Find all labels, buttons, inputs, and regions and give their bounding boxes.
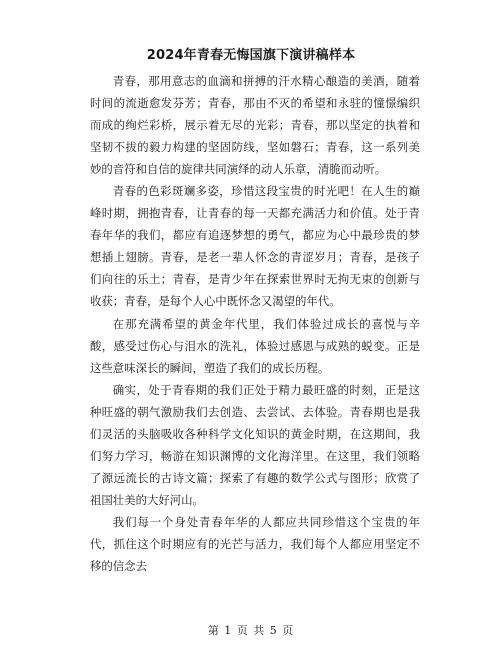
paragraph: 在那充满希望的黄金年代里，我们体验过成长的喜悦与辛酸，感受过伤心与泪水的洗礼，体验过感恩与成熟的蜕变。正是这些意味深长的瞬间，塑造了我们的成长历程。 <box>90 316 420 375</box>
document-title: 2024年青春无悔国旗下演讲稿样本 <box>146 48 356 63</box>
page-number-footer: 第 1 页 共 5 页 <box>207 624 295 637</box>
paragraph: 我们每一个身处青春年华的人都应共同珍惜这个宝贵的年代，抓住这个时期应有的光芒与活力，我们每个人都应用坚定不移的信念去 <box>90 514 420 574</box>
paragraph: 青春，那用意志的血滴和拼搏的汗水精心酿造的美酒，随着时间的流逝愈发芬芳；青春，那由不灭的希望和永驻的憧憬编织而成的绚烂彩桥，展示着无尽的光彩；青春，那以坚定的执着和坚韧不拔的毅力构建的坚固防线，坚如磐石；青春，这一系列美妙的音符和自信的旋律共同演绎的动人乐章，清脆而动听。 <box>90 74 420 177</box>
paragraph: 确实，处于青春期的我们正处于精力最旺盛的时刻，正是这种旺盛的朝气激励我们去创造、去尝试、去体验。青春期也是我们灵活的头脑吸收各种科学文化知识的黄金时期，在这期间，我们努力学习，畅游在知识渊博的文化海洋里。在这里，我们领略了源远流长的古诗文篇；探索了有趣的数学公式与图形；欣赏了祖国壮美的大好河山。 <box>90 382 420 507</box>
paragraph: 青春的色彩斑斓多姿，珍惜这段宝贵的时光吧！在人生的巅峰时期，拥抱青春，让青春的每一天都充满活力和价值。处于青春年华的我们，都应有追逐梦想的勇气，都应为心中最珍贵的梦想插上翅膀。青春，是老一辈人怀念的青涩岁月；青春，是孩子们向往的乐土；青春，是青少年在探索世界时无拘无束的创新与收获；青春，是每个人心中既怀念又渴望的年代。 <box>90 184 420 309</box>
document-body <box>90 70 420 577</box>
